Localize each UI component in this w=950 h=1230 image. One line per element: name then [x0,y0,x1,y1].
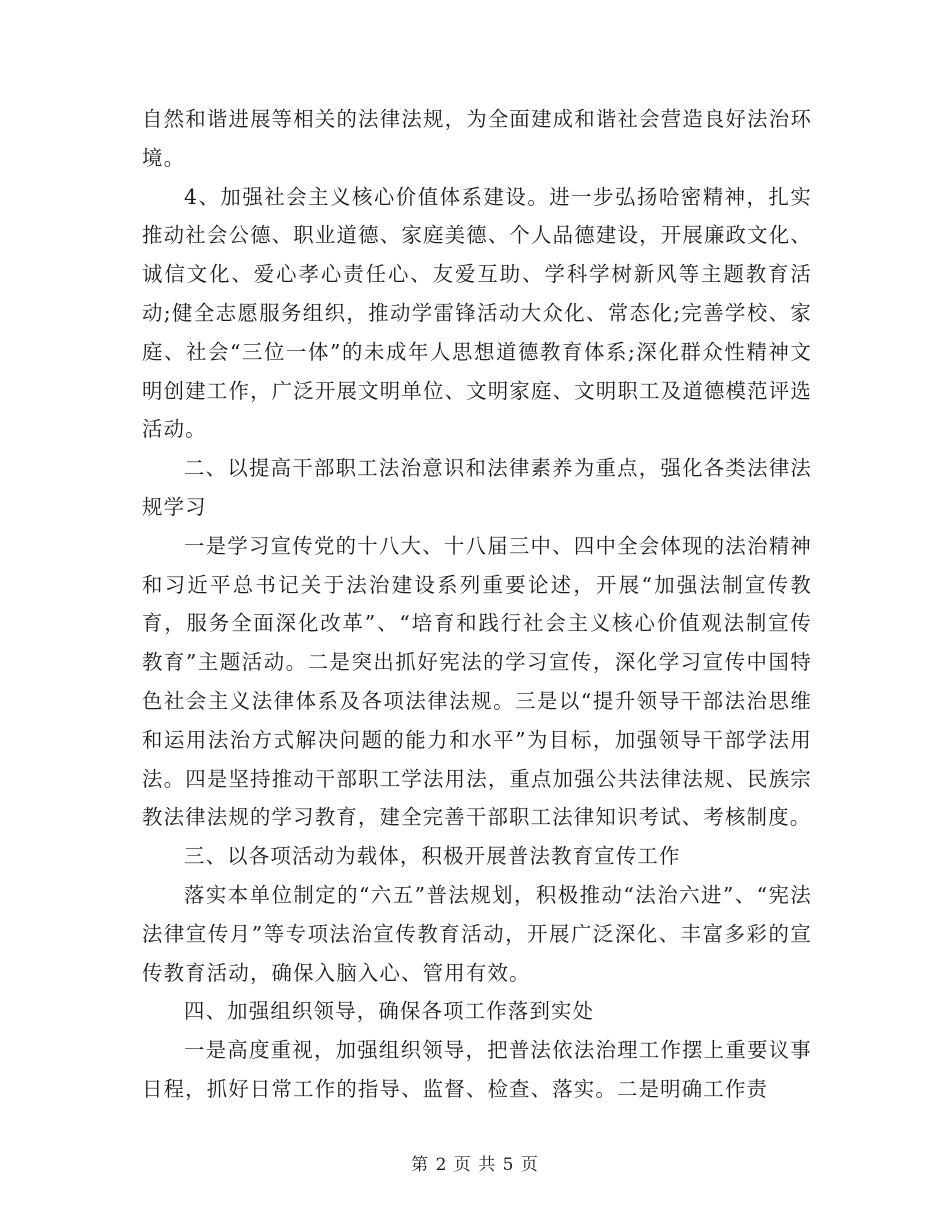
paragraph-section-3-body: 落实本单位制定的“六五”普法规划，积极推动“法治六进”、“宪法法律宣传月”等专项法治宣传教育活动，开展广泛深化、丰富多彩的宣传教育活动，确保入脑入心、管用有效。 [142,882,812,985]
section-heading-2: 二、以提高干部职工法治意识和法律素养为重点，强化各类法律法规学习 [142,456,812,519]
paragraph-section-2-body: 一是学习宣传党的十八大、十八届三中、四中全会体现的法治精神和习近平总书记关于法治建设系列重要论述，开展“加强法制宣传教育，服务全面深化改革”、“培育和践行社会主义核心价值观法制宣传教育”主题活动。二是突出抓好宪法的学习宣传，深化学习宣传中国特色社会主义法律体系及各项法律法规。三是以“提升领导干部法治思维和运用法治方式解决问题的能力和水平”为目标，加强领导干部学法用法。四是坚持推动干部职工学法用法，重点加强公共法律法规、民族宗教法律法规的学习教育，建全完善干部职工法律知识考试、考核制度。 [142,533,812,830]
paragraph-continuation: 自然和谐进展等相关的法律法规，为全面建成和谐社会营造良好法治环境。 [142,107,812,170]
document-body [142,100,812,1109]
paragraph-item-4: 4、加强社会主义核心价值体系建设。进一步弘扬哈密精神，扎实推动社会公德、职业道德、家庭美德、个人品德建设，开展廉政文化、诚信文化、爱心孝心责任心、友爱互助、学科学树新风等主题教育活动;健全志愿服务组织，推动学雷锋活动大众化、常态化;完善学校、家庭、社会“三位一体”的未成年人思想道德教育体系;深化群众性精神文明创建工作，广泛开展文明单位、文明家庭、文明职工及道德模范评选活动。 [142,184,812,442]
page-number-footer: 第 2 页 共 5 页 [411,1155,539,1175]
section-heading-3: 三、以各项活动为载体，积极开展普法教育宣传工作 [184,844,681,869]
paragraph-section-4-body: 一是高度重视，加强组织领导，把普法依法治理工作摆上重要议事日程，抓好日常工作的指导、监督、检查、落实。二是明确工作责 [142,1038,812,1101]
section-heading-4: 四、加强组织领导，确保各项工作落到实处 [184,999,595,1024]
